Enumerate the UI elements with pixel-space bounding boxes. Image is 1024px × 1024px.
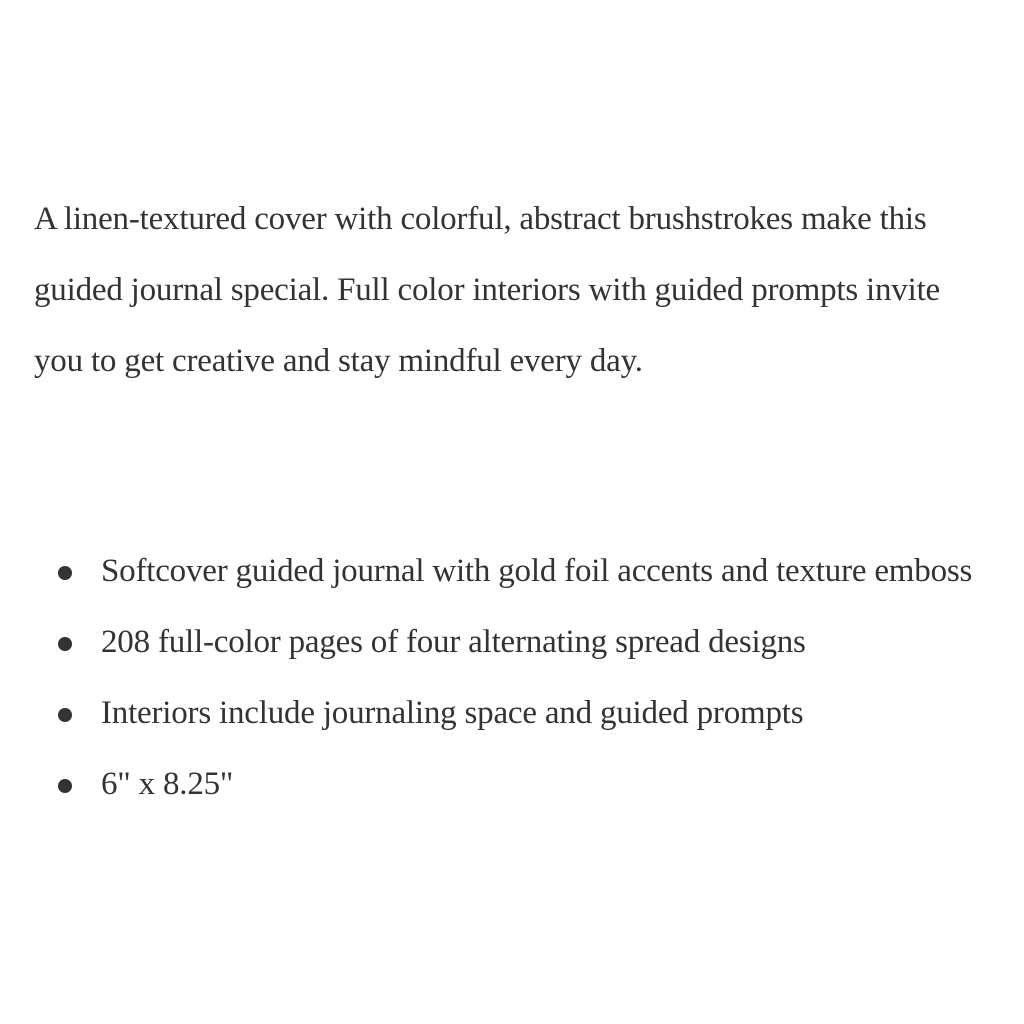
feature-text: 6" x 8.25" [101,766,234,802]
feature-list [34,536,994,820]
product-description-section [34,184,994,802]
feature-text: Interiors include journaling space and guided prompts [101,695,804,731]
bullet-icon [58,779,72,793]
bullet-icon [58,637,72,651]
bullet-icon [58,708,72,722]
feature-list-item [34,536,994,607]
feature-text: Softcover guided journal with gold foil accents and texture emboss [101,553,973,589]
feature-list-item [34,678,994,749]
product-description-paragraph: A linen-textured cover with colorful, abstract brushstrokes make this guided journal special. Full color interiors with guided prompts invite you to get creative and stay mindful every day. [34,201,940,379]
bullet-icon [58,566,72,580]
feature-text: 208 full-color pages of four alternating spread designs [101,624,806,660]
feature-list-item [34,607,994,678]
feature-list-item [34,749,994,820]
